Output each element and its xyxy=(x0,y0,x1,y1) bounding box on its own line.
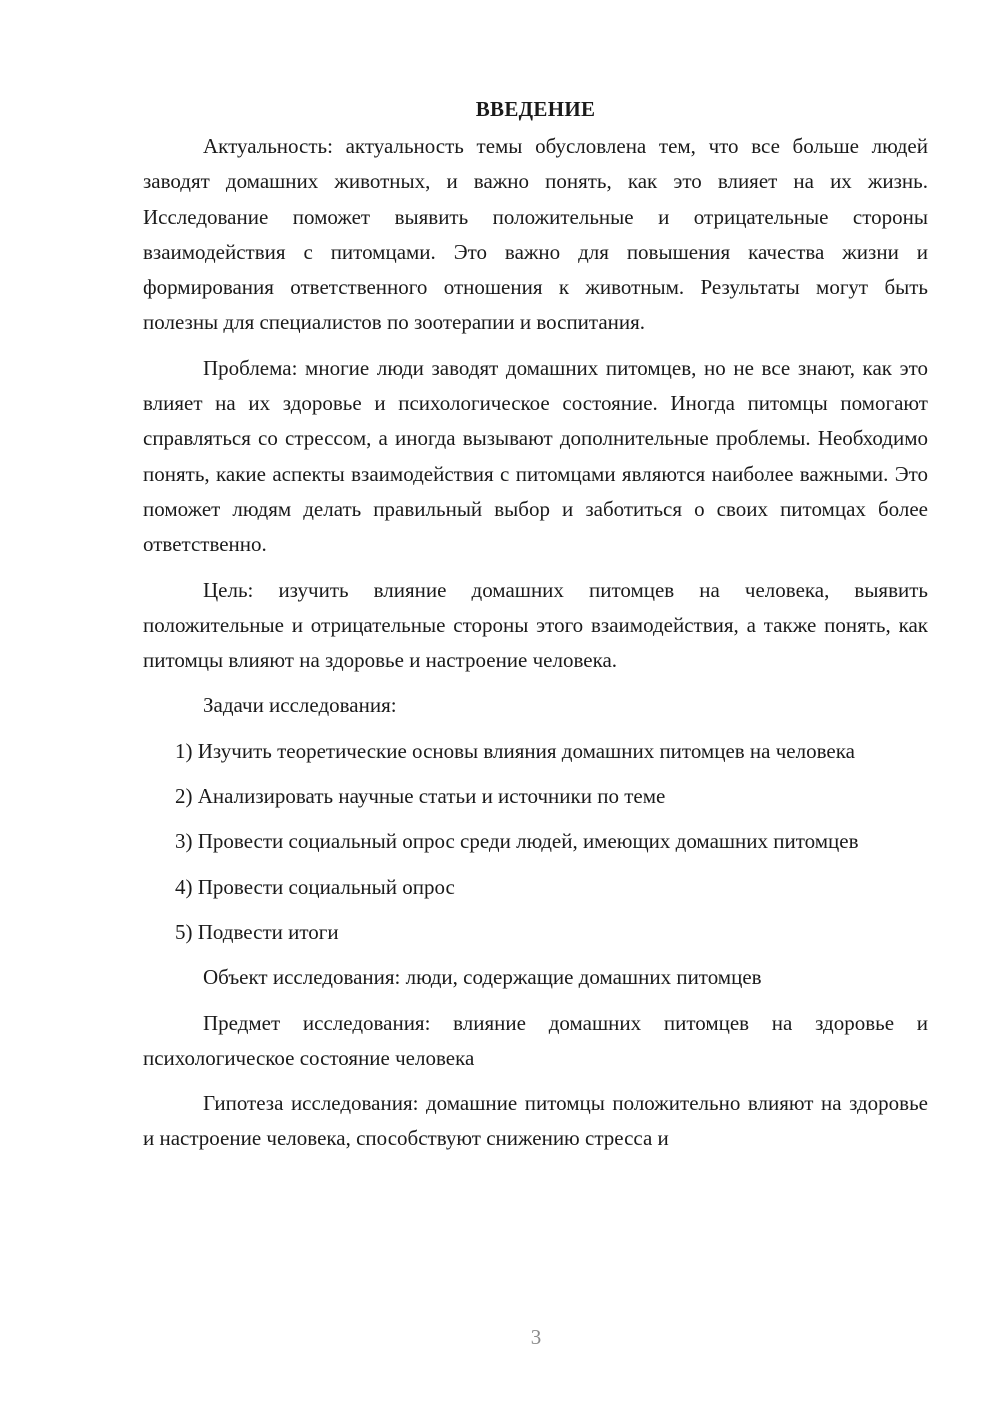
tasks-list xyxy=(143,734,928,950)
list-item: 3) Провести социальный опрос среди людей, имеющих домашних питомцев xyxy=(175,829,859,854)
paragraph-relevance: Актуальность: актуальность темы обусловлена тем, что все больше людей заводят домашних животных, и важно понять, как это влияет на их жизнь. Исследование поможет выявить положительные и отрицательные стороны взаимодействия с питомцами. Это важно для повышения качества жизни и формирования ответственного отношения к животным. Результаты могут быть полезны для специалистов по зоотерапии и воспитания. xyxy=(143,134,928,335)
paragraph-tasks-heading: Задачи исследования: xyxy=(203,693,397,718)
page-number: 3 xyxy=(530,1325,542,1349)
list-item: 2) Анализировать научные статьи и источники по теме xyxy=(175,784,666,809)
paragraph-hypothesis: Гипотеза исследования: домашние питомцы положительно влияют на здоровье и настроение человека, способствуют снижению стресса и xyxy=(143,1091,928,1151)
paragraph-subject: Предмет исследования: влияние домашних питомцев на здоровье и психологическое состояние человека xyxy=(143,1010,928,1070)
list-item: 5) Подвести итоги xyxy=(175,919,339,944)
paragraph-problem: Проблема: многие люди заводят домашних питомцев, но не все знают, как это влияет на их здоровье и психологическое состояние. Иногда питомцы помогают справляться со стрессом, а иногда вызывают дополнительные проблемы. Необходимо понять, какие аспекты взаимодействия с питомцами являются наиболее важными. Это поможет людям делать правильный выбор и заботиться о своих питомцах более ответственно. xyxy=(143,355,928,557)
paragraph-goal: Цель: изучить влияние домашних питомцев на человека, выявить положительные и отрицательные стороны этого взаимодействия, а также понять, как питомцы влияют на здоровье и настроение человека. xyxy=(143,577,928,673)
list-item: 1) Изучить теоретические основы влияния домашних питомцев на человека xyxy=(175,738,855,763)
paragraph-object: Объект исследования: люди, содержащие домашних питомцев xyxy=(203,965,762,990)
list-item: 4) Провести социальный опрос xyxy=(175,874,455,899)
section-title: ВВЕДЕНИЕ xyxy=(475,97,596,121)
document-page xyxy=(143,92,928,1167)
